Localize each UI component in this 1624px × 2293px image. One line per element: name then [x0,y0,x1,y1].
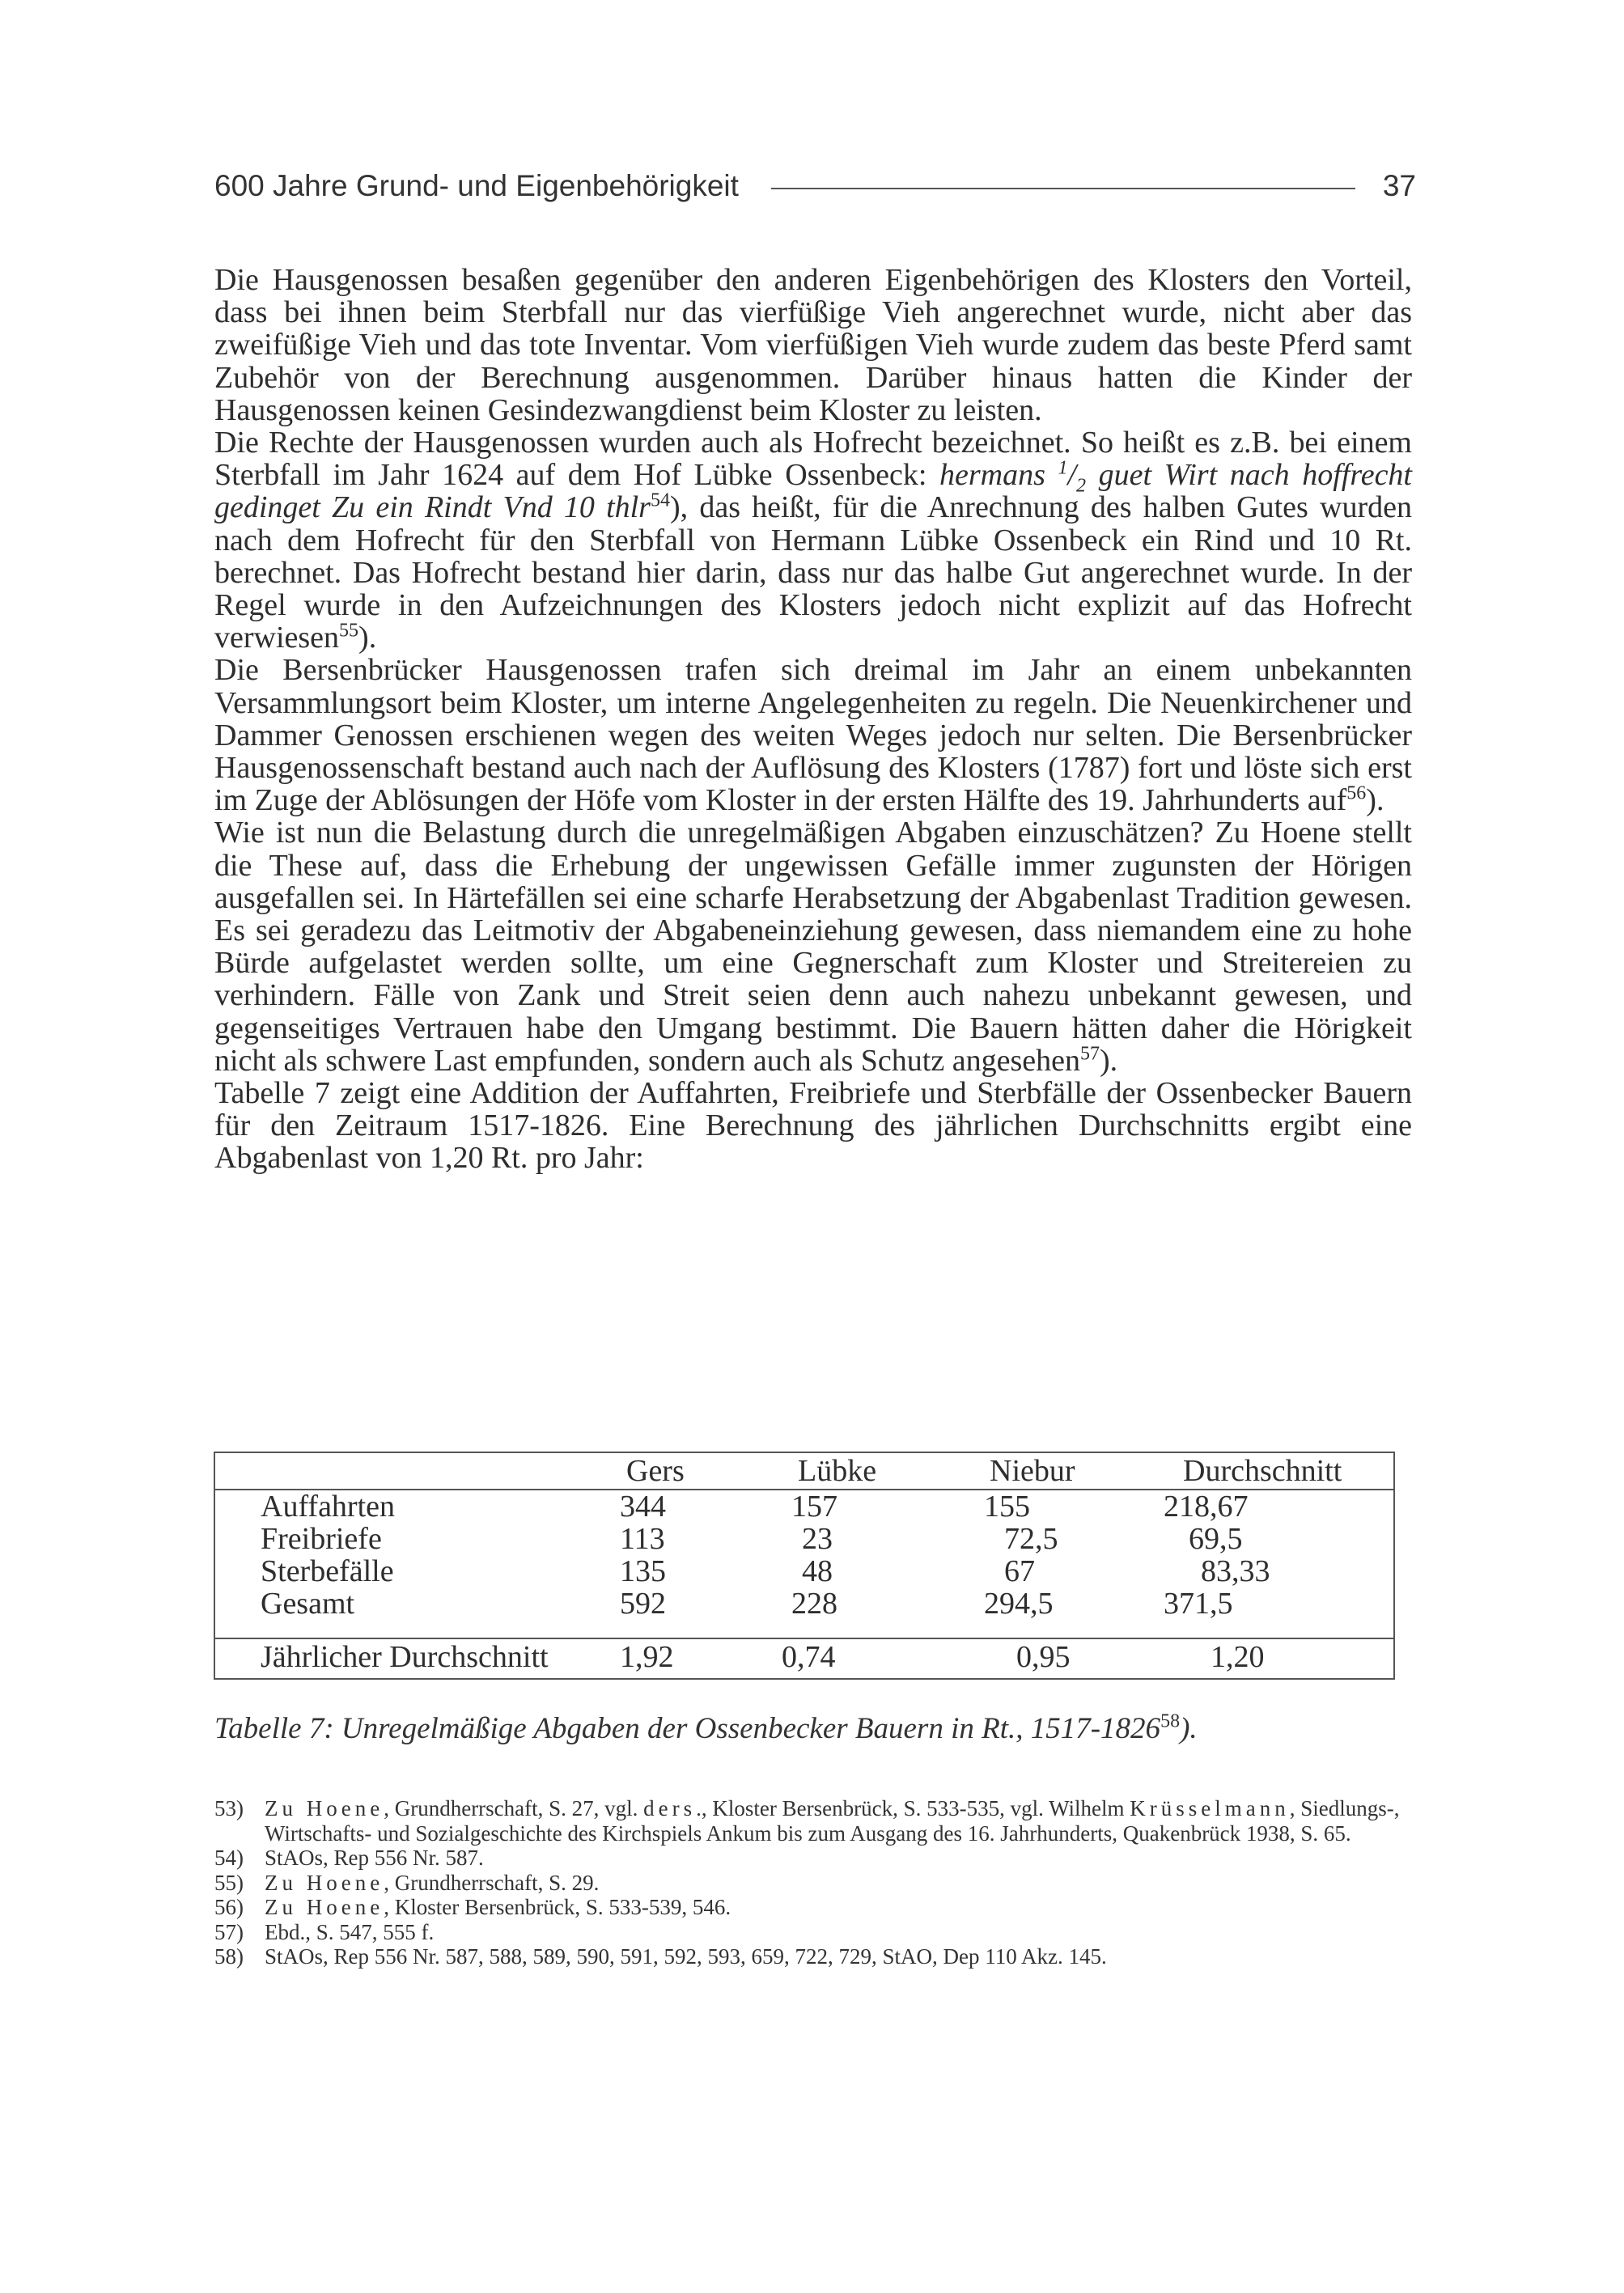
table-cell: 23 [802,1522,833,1556]
footnote-ref-58: 58 [1160,1710,1181,1732]
table-cell: 0,74 [782,1640,836,1674]
header-title: 600 Jahre Grund- und Eigenbehörigkeit [214,169,739,202]
footnote-ref-55: 55 [339,620,359,642]
row-label: Sterbefälle [261,1554,394,1588]
table-cell: 344 [620,1490,666,1524]
row-label: Auffahrten [261,1490,396,1524]
column-header-durchschnitt: Durchschnitt [1183,1454,1342,1488]
table-cell: 83,33 [1201,1554,1270,1588]
footnote-53: 53) Zu Hoene, Grundherrschaft, S. 27, vgl. ders., Kloster Bersenbrück, S. 533-535, vgl. Wilhelm Krüsselmann, Siedlungs-, Wirtschafts- und Sozialgeschichte des Kirchspiels Ankum bis zum Ausgang des 16. Jahrhunderts, Quakenbrück 1938, S. 65. [214,1796,1400,1846]
paragraph-1: Die Hausgenossen besaßen gegenüber den anderen Eigenbehörigen des Klosters den Vorteil, dass bei ihnen beim Sterbfall nur das vierfüßige Vieh angerechnet wurde, nicht aber das zweifüßige Vieh und das tote Inventar. Vom vierfüßigen Vieh wurde zudem das beste Pferd samt Zubehör von der Berechnung ausgenommen. Darüber hinaus hatten die Kinder der Hausgenossen keinen Gesindezwangdienst beim Kloster zu leisten. [214,263,1412,427]
table-cell: 1,20 [1211,1640,1265,1674]
footnote-ref-57: 57 [1079,1043,1100,1065]
row-label-average: Jährlicher Durchschnitt [261,1640,549,1674]
running-header [214,164,1416,208]
table-cell: 69,5 [1189,1522,1243,1556]
page-number: 37 [1382,169,1416,202]
fraction-half: $^1/_2$ [1058,457,1087,497]
column-header-gers: Gers [626,1454,685,1488]
header-rule [771,188,1355,189]
column-header-luebke: Lübke [798,1454,877,1488]
table-cell: 592 [620,1587,666,1621]
footnote-ref-56: 56 [1346,782,1367,804]
footnote-ref-54: 54 [650,490,670,511]
table-cell: 67 [1004,1554,1035,1588]
paragraph-3: Die Bersenbrücker Hausgenossen trafen sich dreimal im Jahr an einem unbekannten Versammlungsort beim Kloster, um interne Angelegenheiten zu regeln. Die Neuenkirchener und Dammer Genossen erschienen wegen des weiten Weges jedoch nur selten. Die Bersenbrücker Hausgenossenschaft bestand auch nach der Auflösung des Klosters (1787) fort und löste sich erst im Zuge der Ablösungen der Höfe vom Kloster in der ersten Hälfte des 19. Jahrhunderts auf$^{56}$). [214,653,1412,818]
table-cell: 371,5 [1164,1587,1233,1621]
row-label: Freibriefe [261,1522,382,1556]
paragraph-2: Die Rechte der Hausgenossen wurden auch als Hofrecht bezeichnet. So heißt es z.B. bei einem Sterbfall im Jahr 1624 auf dem Hof Lübke Ossenbeck: hermans $^1/_2$ guet Wirt nach hoffrecht gedinget Zu ein Rindt Vnd 10 thlr$^{54}$), das heißt, für die Anrechnung des halben Gutes wurden nach dem Hofrecht für den Sterbfall von Hermann Lübke Ossenbeck ein Rind und 10 Rt. berechnet. Das Hofrecht bestand hier darin, dass nur das halbe Gut angerechnet wurde. In der Regel wurde in den Aufzeichnungen des Klosters jedoch nicht explizit auf das Hofrecht verwiesen$^{55}$). [214,426,1412,655]
table-cell: 0,95 [1016,1640,1071,1674]
table-cell: 294,5 [984,1587,1054,1621]
table-cell: 135 [620,1554,666,1588]
footnotes [214,1796,1412,1969]
footnote-56: 56) Zu Hoene, Kloster Bersenbrück, S. 533-539, 546. [214,1895,731,1919]
paragraph-5: Tabelle 7 zeigt eine Addition der Auffahrten, Freibriefe und Sterbfälle der Ossenbecker Bauern für den Zeitraum 1517-1826. Eine Berechnung des jährlichen Durchschnitts ergibt eine Abgabenlast von 1,20 Rt. pro Jahr: [214,1076,1412,1176]
footnote-58: 58) StAOs, Rep 556 Nr. 587, 588, 589, 590, 591, 592, 593, 659, 722, 729, StAO, Dep 110 Akz. 145. [214,1944,1107,1969]
table-cell: 48 [802,1554,833,1588]
table-cell: 72,5 [1004,1522,1058,1556]
table-summary-rule [215,1638,1393,1639]
table-cell: 113 [620,1522,665,1556]
table-cell: 1,92 [620,1640,674,1674]
table-cell: 228 [791,1587,837,1621]
table-cell: 218,67 [1164,1490,1249,1524]
footnote-54: 54) StAOs, Rep 556 Nr. 587. [214,1846,484,1870]
row-label: Gesamt [261,1587,355,1621]
table-cell: 157 [791,1490,837,1524]
body-text [214,264,1412,1175]
paragraph-4: Wie ist nun die Belastung durch die unregelmäßigen Abgaben einzuschätzen? Zu Hoene stellt die These auf, dass die Erhebung der ungewissen Gefälle immer zugunsten der Hörigen ausgefallen sei. In Härtefällen sei eine scharfe Herabsetzung der Abgabenlast Tradition gewesen. Es sei geradezu das Leitmotiv der Abgabeneinziehung gewesen, dass niemandem eine zu hohe Bürde aufgelastet werden sollte, um eine Gegnerschaft zum Kloster und Streitereien zu verhindern. Fälle von Zank und Streit seien denn auch nahezu unbekannt gewesen, und gegenseitiges Vertrauen habe den Umgang bestimmt. Die Bauern hätten daher die Hörigkeit nicht als schwere Last empfunden, sondern auch als Schutz angesehen$^{57}$). [214,816,1412,1078]
table-caption: Tabelle 7: Unregelmäßige Abgaben der Ossenbecker Bauern in Rt., 1517-1826$^{58}$). [214,1710,1198,1745]
column-header-niebur: Niebur [990,1454,1075,1488]
table-cell: 155 [984,1490,1030,1524]
footnote-55: 55) Zu Hoene, Grundherrschaft, S. 29. [214,1870,600,1895]
data-table [214,1452,1395,1680]
archival-quote: hermans $^1/_2$ guet Wirt nach hoffrecht gedinget Zu ein Rindt Vnd 10 thlr [214,457,1412,525]
footnote-57: 57) Ebd., S. 547, 555 f. [214,1919,435,1944]
